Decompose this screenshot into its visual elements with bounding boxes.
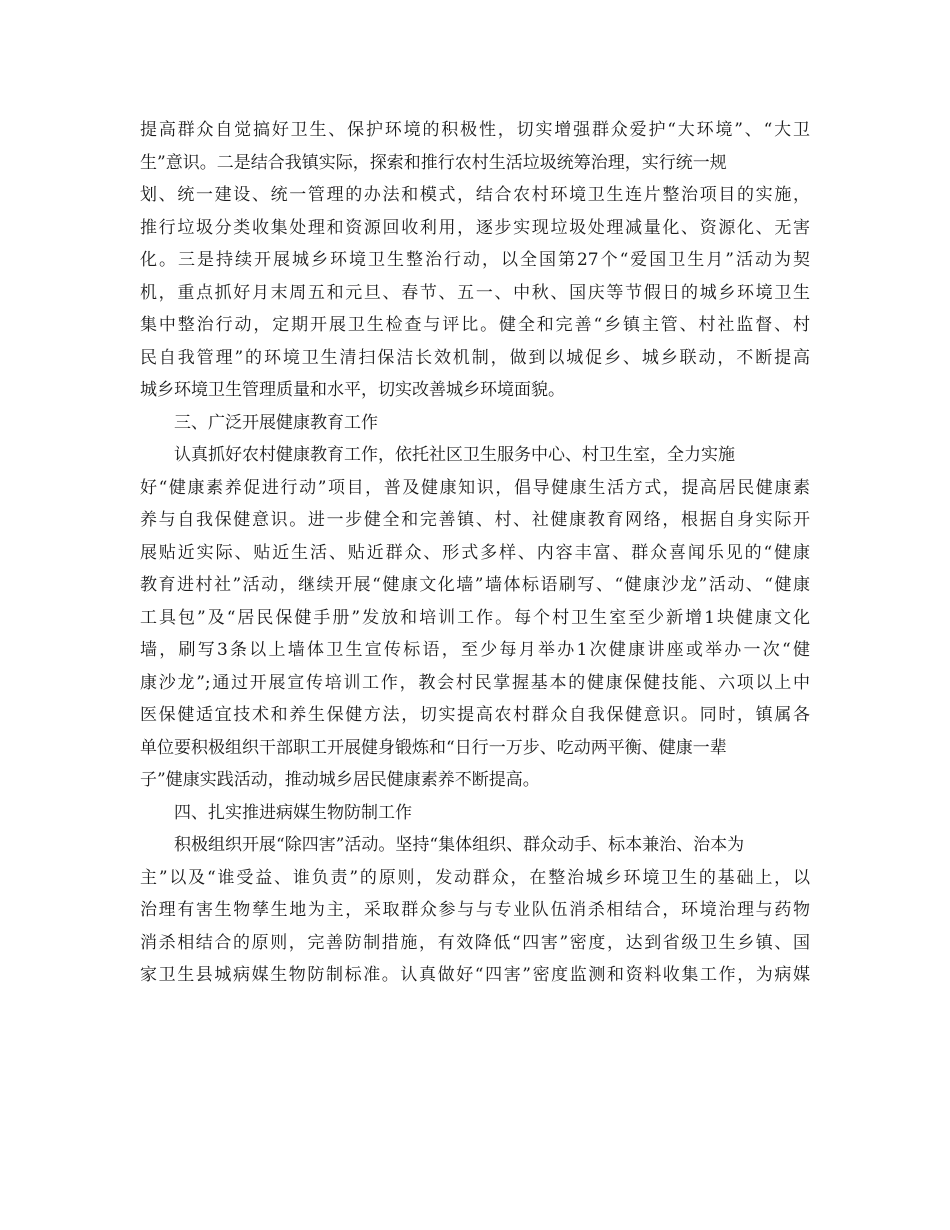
text-line: 医保健适宜技术和养生保健方法，切实提高农村群众自我保健意识。同时，镇属各 [140,705,810,725]
text-line: 推行垃圾分类收集处理和资源回收利用，逐步实现垃圾处理减量化、资源化、无害 [140,217,810,238]
text-line: 展贴近实际、贴近生活、贴近群众、形式多样、内容丰富、群众喜闻乐见的“健康 [140,542,810,563]
section-heading-3: 三、广泛开展健康教育工作 [174,412,378,433]
text-line: 集中整治行动，定期开展卫生检查与评比。健全和完善“乡镇主管、村社监督、村 [140,315,810,335]
text-line: 积极组织开展“除四害”活动。坚持“集体组织、群众动手、标本兼治、治本为 [174,835,745,855]
text-line: 化。三是持续开展城乡环境卫生整治行动，以全国第27个“爱国卫生月”活动为契 [140,250,810,270]
text-line: 生”意识。二是结合我镇实际，探索和推行农村生活垃圾统筹治理，实行统一规 [140,152,727,173]
text-line: 家卫生县城病媒生物防制标准。认真做好“四害”密度监测和资料收集工作，为病媒 [140,965,810,985]
text-line: 划、统一建设、统一管理的办法和模式，结合农村环境卫生连片整治项目的实施， [140,185,810,205]
text-line: 机，重点抓好月末周五和元旦、春节、五一、中秋、国庆等节假日的城乡环境卫生 [140,282,810,303]
text-line: 工具包”及“居民保健手册”发放和培训工作。每个村卫生室至少新增1块健康文化 [140,607,810,628]
text-line: 主”以及“谁受益、谁负责”的原则，发动群众，在整治城乡环境卫生的基础上，以 [140,867,810,888]
text-line: 子”健康实践活动，推动城乡居民健康素养不断提高。 [140,770,540,790]
text-line: 城乡环境卫生管理质量和水平，切实改善城乡环境面貌。 [140,380,565,400]
text-line: 单位要积极组织干部职工开展健身锻炼和“日行一万步、吃动两平衡、健康一辈 [140,737,727,758]
text-line: 墙，刷写3条以上墙体卫生宣传标语，至少每月举办1次健康讲座或举办一次“健 [140,640,810,660]
section-heading-4: 四、扎实推进病媒生物防制工作 [174,802,412,823]
document-body [140,114,810,992]
text-line: 提高群众自觉搞好卫生、保护环境的积极性，切实增强群众爱护“大环境”、“大卫 [140,120,810,140]
text-line: 好“健康素养促进行动”项目，普及健康知识，倡导健康生活方式，提高居民健康素 [140,477,810,498]
text-line: 民自我管理”的环境卫生清扫保洁长效机制，做到以城促乡、城乡联动，不断提高 [140,347,810,368]
text-line: 消杀相结合的原则，完善防制措施，有效降低“四害”密度，达到省级卫生乡镇、国 [140,932,810,953]
text-line: 教育进村社”活动，继续开展“健康文化墙”墙体标语刷写、“健康沙龙”活动、“健康 [140,575,810,595]
text-line: 认真抓好农村健康教育工作，依托社区卫生服务中心、村卫生室，全力实施 [174,445,735,465]
text-line: 养与自我保健意识。进一步健全和完善镇、村、社健康教育网络，根据自身实际开 [140,510,810,530]
text-line: 治理有害生物孳生地为主，采取群众参与与专业队伍消杀相结合，环境治理与药物 [140,900,810,920]
text-line: 康沙龙”;通过开展宣传培训工作，教会村民掌握基本的健康保健技能、六项以上中 [140,672,810,693]
